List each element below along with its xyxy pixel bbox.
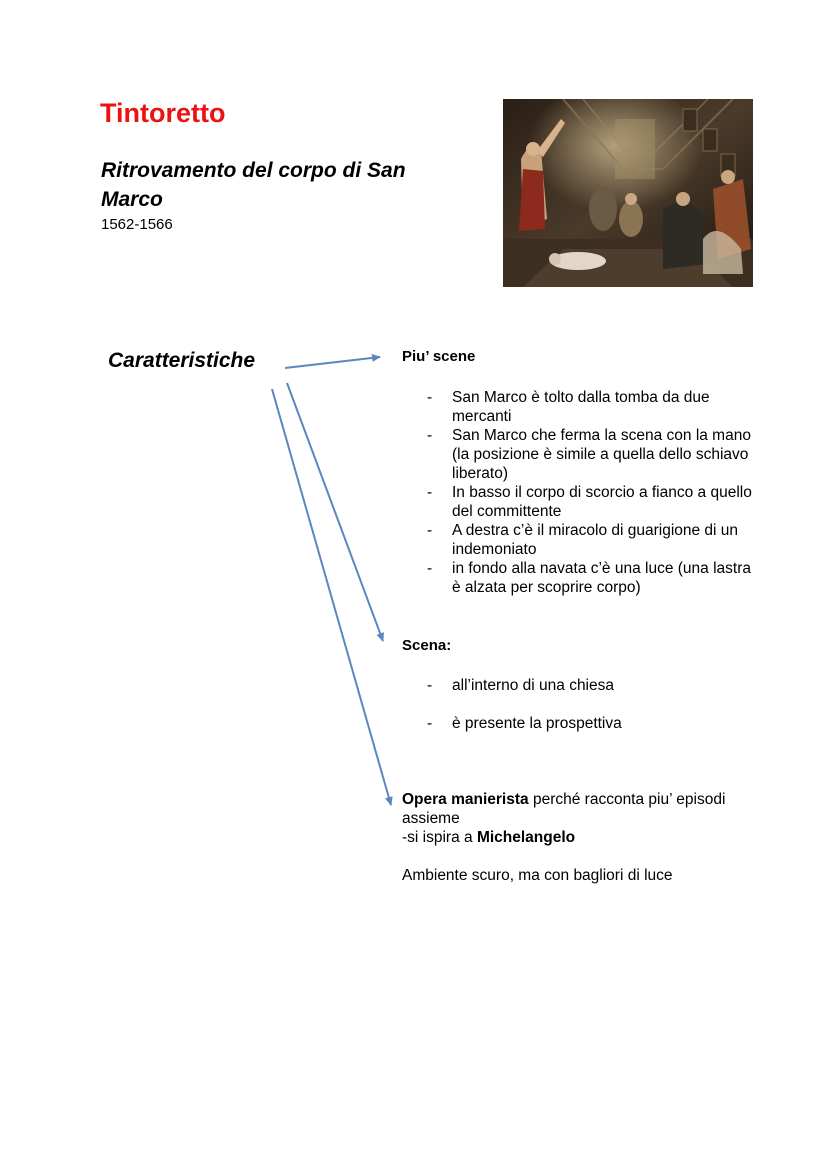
section-heading-scena: Scena: [402, 637, 452, 654]
ispira-name: Michelangelo [476, 829, 576, 846]
opera-rest-text: perché racconta piu’ episodi assieme [402, 791, 726, 827]
ambiente-text: Ambiente scuro, ma con bagliori di luce [402, 867, 673, 884]
piu-scene-list [402, 388, 762, 597]
arrow-to-opera [272, 389, 391, 805]
artwork-title: Ritrovamento del corpo di San Marco [101, 159, 406, 211]
caratteristiche-label: Caratteristiche [108, 349, 256, 372]
scena-list [402, 676, 762, 752]
opera-bold-text: Opera manierista [402, 791, 529, 808]
list-item: - all’interno di una chiesa [402, 676, 762, 695]
arrow-to-piu-scene [285, 357, 380, 368]
list-item: - in fondo alla navata c’è una luce (una lastra è alzata per scoprire corpo) [402, 559, 762, 597]
artwork-date: 1562-1566 [101, 216, 173, 233]
ispira-prefix: -si ispira a [402, 829, 477, 846]
list-item: - San Marco è tolto dalla tomba da due mercanti [402, 388, 762, 426]
arrow-to-scena [287, 383, 383, 641]
opera-manierista-paragraph [402, 790, 762, 847]
list-item: - A destra c’è il miracolo di guarigione di un indemoniato [402, 521, 762, 559]
page-title: Tintoretto [100, 98, 226, 128]
list-item: - è presente la prospettiva [402, 714, 762, 733]
section-heading-piu-scene: Piu’ scene [402, 348, 476, 365]
list-item: - San Marco che ferma la scena con la mano (la posizione è simile a quella dello schiavo liberato) [402, 426, 762, 483]
list-item: - In basso il corpo di scorcio a fianco a quello del committente [402, 483, 762, 521]
